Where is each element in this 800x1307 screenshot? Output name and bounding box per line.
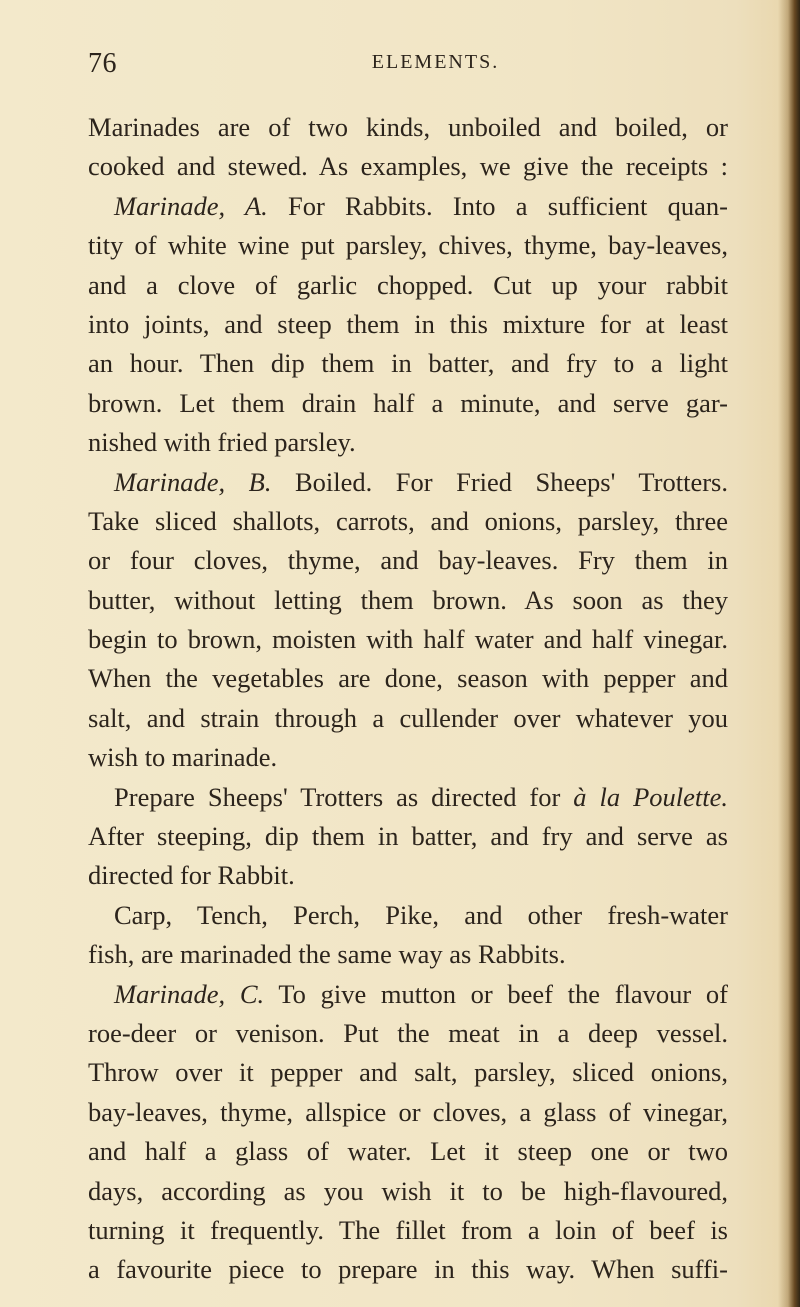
text-line: cooked and stewed. As examples, we give the receipts : [88,151,728,182]
text-line: bay-leaves, thyme, allspice or cloves, a glass of vinegar, [88,1096,728,1127]
text-line: a favourite piece to prepare in this way. When suffi- [88,1254,728,1285]
text-line: Marinade, B. Boiled. For Fried Sheeps' Trotters. [114,466,728,497]
poulette-reference: à la Poulette. [573,781,728,812]
text-line: Marinade, A. For Rabbits. Into a sufficient quan- [114,190,728,221]
text-line: and half a glass of water. Let it steep one or two [88,1136,728,1167]
marinade-heading: Marinade, A. [114,190,268,221]
text-line: into joints, and steep them in this mixture for at least [88,308,728,339]
text-line: and a clove of garlic chopped. Cut up your rabbit [88,269,728,300]
marinade-heading: Marinade, B. [114,466,272,497]
text-line: Throw over it pepper and salt, parsley, sliced onions, [88,1057,728,1088]
text-line: Marinades are of two kinds, unboiled and boiled, or [88,112,728,142]
text-line: wish to marinade. [88,742,278,773]
running-head [88,48,723,88]
text-line: butter, without letting them brown. As soon as they [88,584,728,615]
text-line: Take sliced shallots, carrots, and onions, parsley, three [88,505,728,536]
text-line: Marinade, C. To give mutton or beef the flavour of [114,978,729,1009]
text-line: roe-deer or venison. Put the meat in a deep vessel. [88,1017,728,1048]
text-line: Prepare Sheeps' Trotters as directed for à la Poulette. [114,781,728,812]
text-line: or four cloves, thyme, and bay-leaves. Fry them in [88,545,728,576]
text-line: turning it frequently. The fillet from a loin of beef is [88,1214,728,1245]
text-line: Carp, Tench, Perch, Pike, and other fresh-water [114,899,728,930]
body-text [88,108,728,1290]
text-line: an hour. Then dip them in batter, and fry to a light [88,348,728,379]
text-line: salt, and strain through a cullender over whatever you [88,702,728,733]
text-line: begin to brown, moisten with half water and half vinegar. [88,624,728,655]
text-line: When the vegetables are done, season with pepper and [88,663,728,694]
marinade-heading: Marinade, C. [114,978,265,1009]
text-line: days, according as you wish it to be high-flavoured, [88,1175,728,1206]
page-edge-shadow [778,0,800,1307]
text-line: tity of white wine put parsley, chives, thyme, bay-leaves, [88,230,728,261]
text-line: nished with fried parsley. [88,427,356,458]
text-line: directed for Rabbit. [88,860,295,891]
text-line: After steeping, dip them in batter, and fry and serve as [88,821,728,852]
text-line: fish, are marinaded the same way as Rabbits. [88,939,566,970]
running-head-title: ELEMENTS. [371,51,500,73]
page-number: 76 [88,48,117,79]
text-line: brown. Let them drain half a minute, and serve gar- [88,387,728,418]
